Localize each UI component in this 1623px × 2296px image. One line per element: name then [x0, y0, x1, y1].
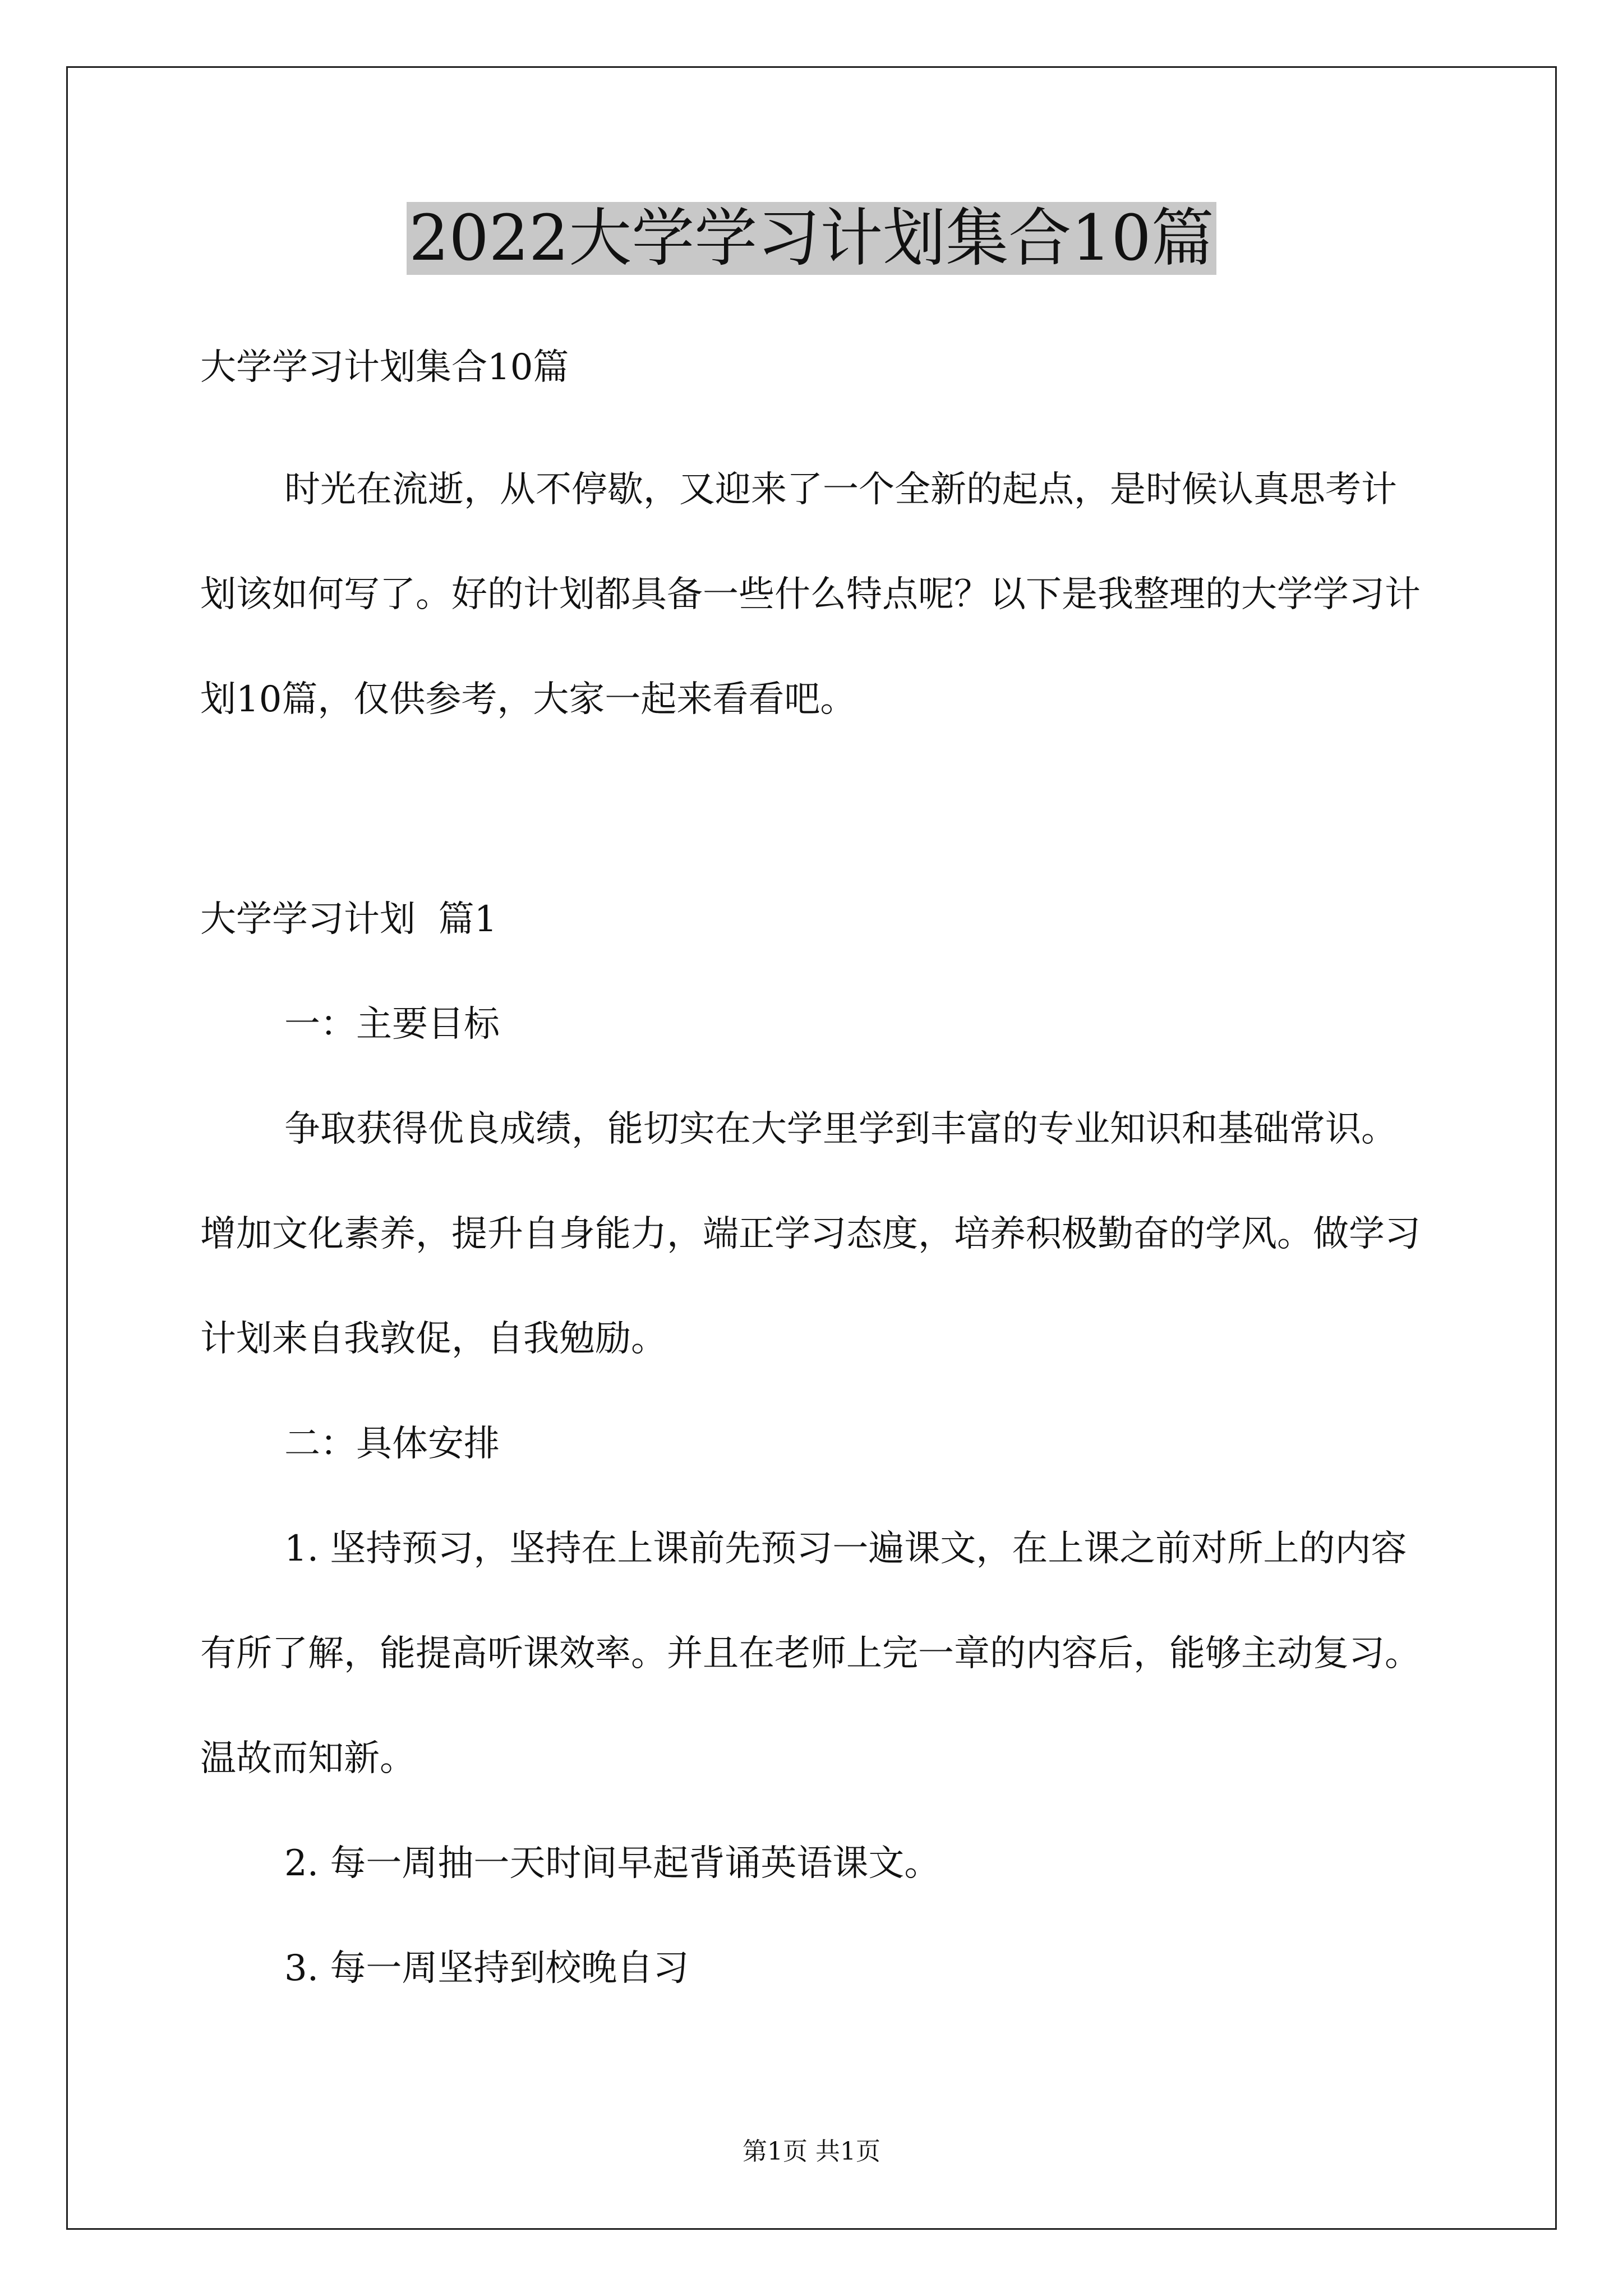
- list-item-3: 3. 每一周坚持到校晚自习: [284, 1948, 689, 1989]
- section-heading: 大学学习计划 篇1: [200, 899, 497, 940]
- document-title-text: 2022大学学习计划集合10篇: [407, 202, 1216, 275]
- intro-paragraph: 时光在流逝，从不停歇，又迎来了一个全新的起点，是时候认真思考计划该如何写了。好的计划都具备一些什么特点呢？以下是我整理的大学学习计划10篇，仅供参考，大家一起来看看吧。: [200, 469, 1421, 720]
- heading-main-goals: 一：主要目标: [284, 1004, 500, 1045]
- list-item-1: 1. 坚持预习，坚持在上课前先预习一遍课文，在上课之前对所上的内容有所了解，能提高听课效率。并且在老师上完一章的内容后，能够主动复习。温故而知新。: [200, 1528, 1421, 1779]
- goals-paragraph: 争取获得优良成绩，能切实在大学里学到丰富的专业知识和基础常识。增加文化素养，提升自身能力，端正学习态度，培养积极勤奋的学风。做学习计划来自我敦促，自我勉励。: [200, 1108, 1421, 1360]
- heading-specific-plan: 二：具体安排: [284, 1423, 500, 1465]
- document-subtitle: 大学学习计划集合10篇: [200, 347, 569, 388]
- list-item-2: 2. 每一周抽一天时间早起背诵英语课文。: [284, 1843, 940, 1884]
- document-title: [0, 202, 1623, 275]
- page-number-footer: 第1页 共1页: [743, 2137, 880, 2166]
